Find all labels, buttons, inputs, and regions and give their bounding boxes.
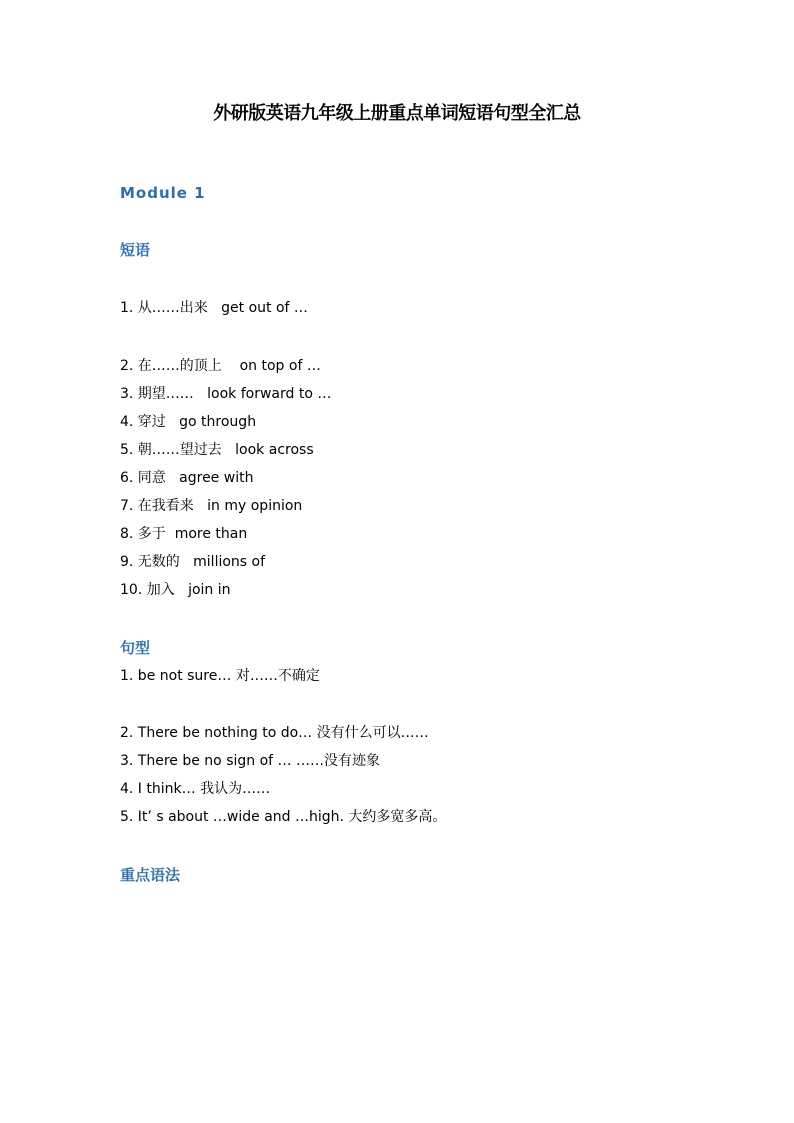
module-heading: Module 1 <box>120 184 206 202</box>
phrase-item: 5. 朝……望过去 look across <box>120 442 314 458</box>
sentences-heading: 句型 <box>120 639 151 657</box>
phrase-item: 8. 多于 more than <box>120 526 248 542</box>
phrase-item: 6. 同意 agree with <box>120 470 254 486</box>
phrases-heading: 短语 <box>120 241 151 259</box>
phrase-item: 10. 加入 join in <box>120 582 231 598</box>
phrase-item: 7. 在我看来 in my opinion <box>120 498 303 514</box>
phrase-item: 2. 在……的顶上 on top of … <box>120 358 321 374</box>
grammar-heading: 重点语法 <box>120 866 181 884</box>
document-title: 外研版英语九年级上册重点单词短语句型全汇总 <box>213 103 581 124</box>
sentence-item: 2. There be nothing to do… 没有什么可以…… <box>120 725 429 741</box>
phrase-item: 3. 期望…… look forward to … <box>120 386 332 402</box>
sentence-item: 4. I think… 我认为…… <box>120 781 271 797</box>
sentence-item: 3. There be no sign of … ……没有迹象 <box>120 753 380 769</box>
phrase-item: 4. 穿过 go through <box>120 414 257 430</box>
sentence-item: 5. It’ s about …wide and …high. 大约多宽多高。 <box>120 809 447 825</box>
phrase-item: 1. 从……出来 get out of … <box>120 300 308 316</box>
sentence-item: 1. be not sure… 对……不确定 <box>120 668 320 684</box>
phrase-item: 9. 无数的 millions of <box>120 554 266 570</box>
